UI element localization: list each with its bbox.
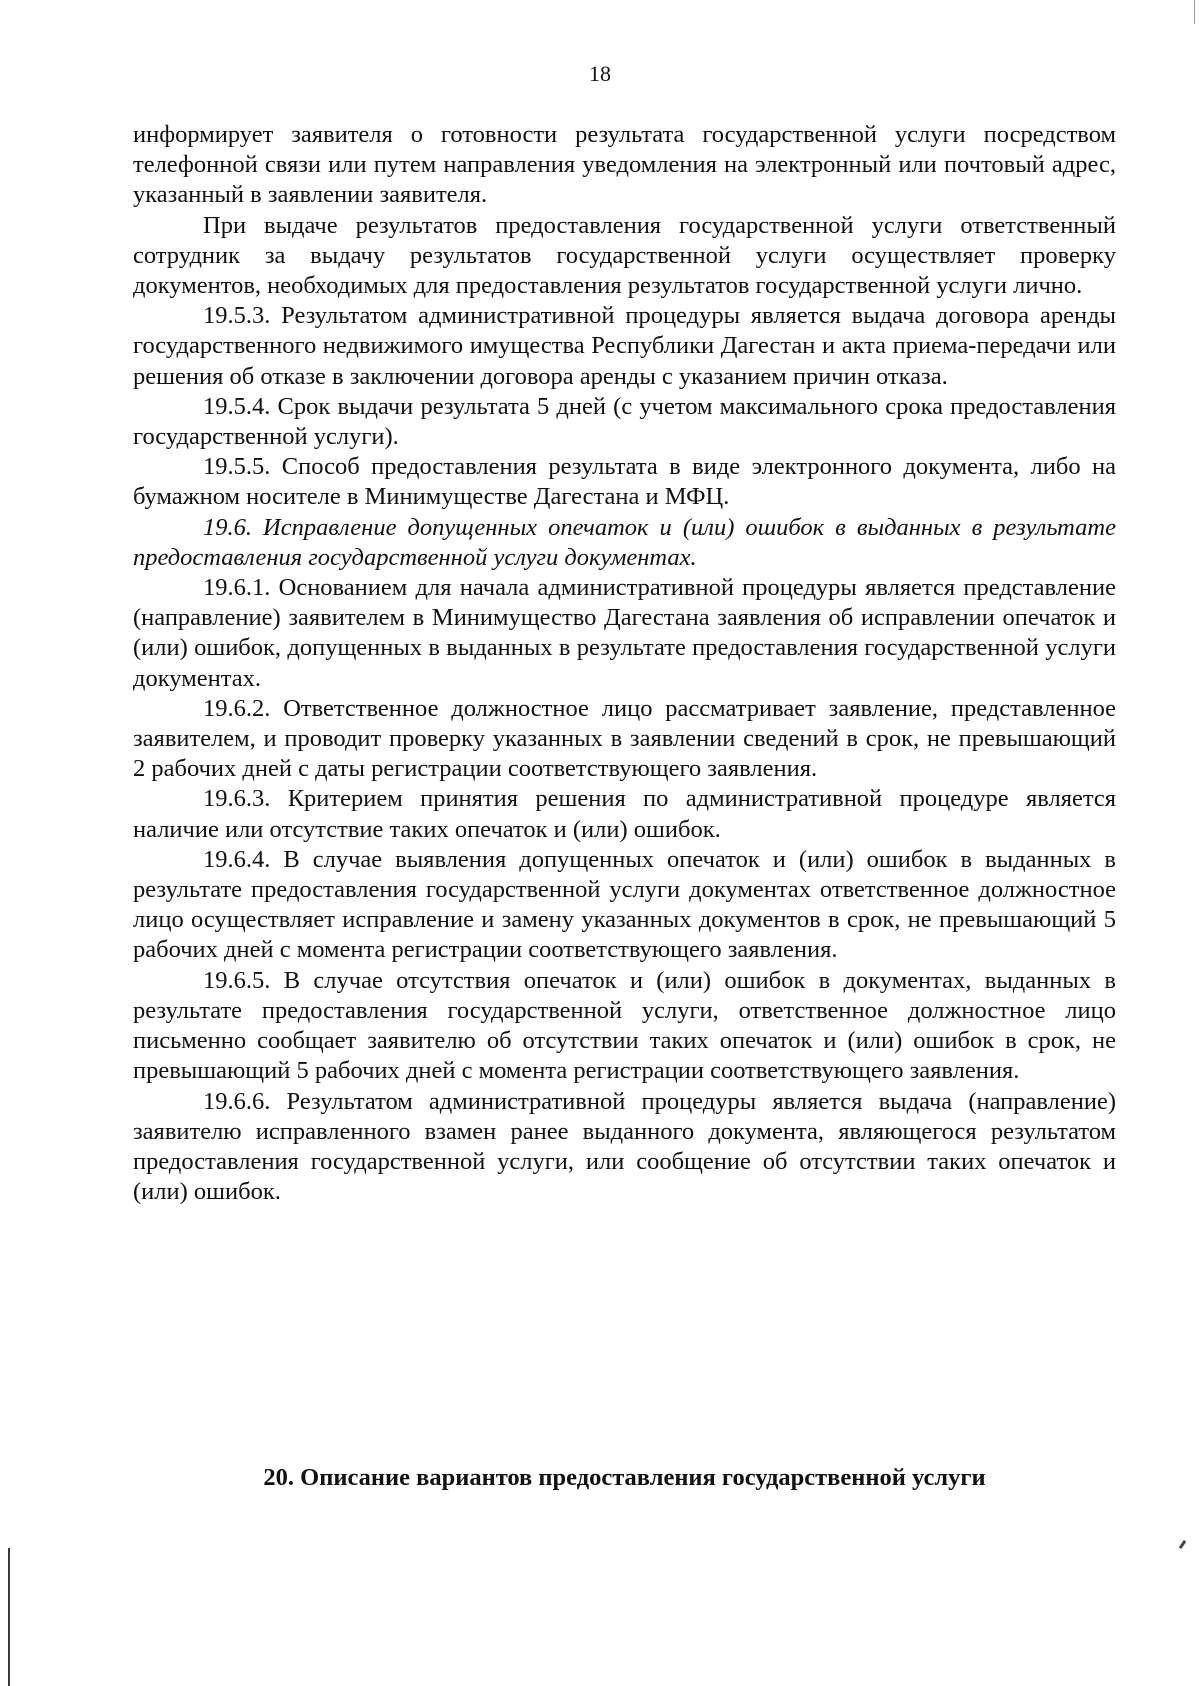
paragraph-19-5-4: 19.5.4. Срок выдачи результата 5 дней (с учетом максимального срока предоставления государственной услуги). bbox=[133, 392, 1116, 451]
paragraph-19-6-1: 19.6.1. Основанием для начала административной процедуры является представление (направление) заявителем в Минимущество Дагестана заявления об исправлении опечаток и (или) ошибок, допущенных в выданных в результате предоставления государственной услуги документах. bbox=[133, 574, 1116, 692]
scan-edge-line-left bbox=[8, 1548, 10, 1686]
paragraph-19-6-4: 19.6.4. В случае выявления допущенных опечаток и (или) ошибок в выданных в результате предоставления государственной услуги документах ответственное должностное лицо осуществляет исправление и замену указанных документов в срок, не превышающий 5 рабочих дней с момента регистрации соответствующего заявления. bbox=[133, 845, 1116, 964]
section-heading: 20. Описание вариантов предоставления государственной услуги bbox=[263, 1464, 986, 1491]
scan-edge-line-right bbox=[1194, 0, 1195, 24]
paragraph-19-6-3: 19.6.3. Критерием принятия решения по административной процедуре является наличие или отсутствие таких опечаток и (или) ошибок. bbox=[133, 785, 1116, 843]
paragraph-19-6-2: 19.6.2. Ответственное должностное лицо рассматривает заявление, представленное заявителем, и проводит проверку указанных в заявлении сведений в срок, не превышающий 2 рабочих дней с даты регистрации соответствующего заявления. bbox=[133, 694, 1116, 783]
document-body bbox=[133, 120, 1116, 1207]
paragraph-issuance: При выдаче результатов предоставления государственной услуги ответственный сотрудник за выдачу результатов государственной услуги осуществляет проверку документов, необходимых для предоставления результатов государственной услуги лично. bbox=[133, 211, 1116, 300]
paragraph-19-6-subheading: 19.6. Исправление допущенных опечаток и (или) ошибок в выданных в результате предоставления государственной услуги документах. bbox=[133, 513, 1116, 571]
paragraph-continuation: информирует заявителя о готовности результата государственной услуги посредством телефонной связи или путем направления уведомления на электронный или почтовый адрес, указанный в заявлении заявителя. bbox=[133, 121, 1116, 209]
scan-mark-right bbox=[1179, 1540, 1187, 1549]
page-number: 18 bbox=[589, 61, 611, 86]
paragraph-19-6-5: 19.6.5. В случае отсутствия опечаток и (или) ошибок в документах, выданных в результате предоставления государственной услуги, ответственное должностное лицо письменно сообщает заявителю об отсутствии таких опечаток и (или) ошибок в срок, не превышающий 5 рабочих дней с момента регистрации соответствующего заявления. bbox=[133, 966, 1116, 1085]
paragraph-19-5-5: 19.5.5. Способ предоставления результата в виде электронного документа, либо на бумажном носителе в Минимуществе Дагестана и МФЦ. bbox=[133, 453, 1116, 511]
paragraph-19-6-6: 19.6.6. Результатом административной процедуры является выдача (направление) заявителю исправленного взамен ранее выданного документа, являющегося результатом предоставления государственной услуги, или сообщение об отсутствии таких опечаток и (или) ошибок. bbox=[133, 1087, 1116, 1206]
paragraph-19-5-3: 19.5.3. Результатом административной процедуры является выдача договора аренды государственного недвижимого имущества Республики Дагестан и акта приема-передачи или решения об отказе в заключении договора аренды с указанием причин отказа. bbox=[133, 302, 1116, 390]
